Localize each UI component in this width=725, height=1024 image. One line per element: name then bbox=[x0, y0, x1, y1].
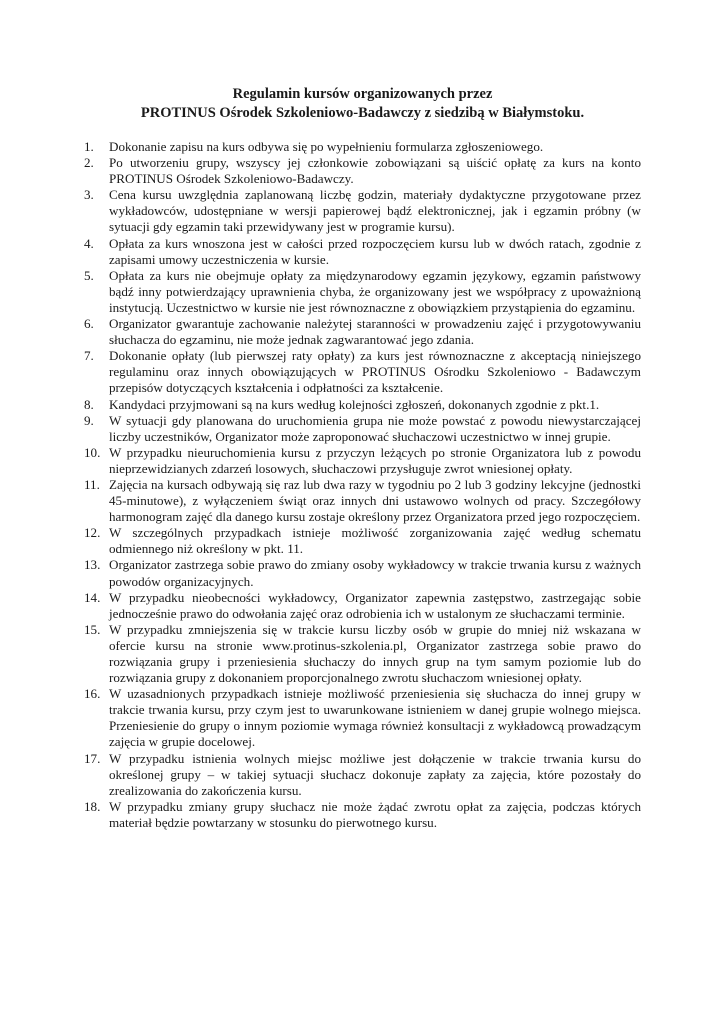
item-number: 16. bbox=[84, 686, 101, 702]
item-text: W szczególnych przypadkach istnieje możliwość zorganizowania zajęć według schematu odmiennego niż określony w pkt. 11. bbox=[109, 525, 641, 557]
list-item bbox=[84, 557, 641, 589]
item-text: W przypadku nieobecności wykładowcy, Organizator zapewnia zastępstwo, zastrzegając sobie jednocześnie prawo do odwołania zajęć oraz odrobienia ich w ustalonym ze słuchaczami terminie. bbox=[109, 589, 641, 621]
item-text: Po utworzeniu grupy, wszyscy jej członkowie zobowiązani są uiścić opłatę za kurs na konto PROTINUS Ośrodek Szkoleniowo-Badawczy. bbox=[109, 155, 641, 187]
item-text: Cena kursu uwzględnia zaplanowaną liczbę godzin, materiały dydaktyczne przygotowane przez wykładowców, udostępniane w wersji papierowej bądź elektronicznej, jak i egzamin próbny (w sytuacji gdy egzamin taki przewidywany jest w programie kursu). bbox=[109, 187, 641, 235]
list-item bbox=[84, 686, 641, 750]
item-text: W przypadku istnienia wolnych miejsc możliwe jest dołączenie w trakcie trwania kursu do określonej grupy – w takiej sytuacji słuchacz dokonuje zapłaty za zajęcia, które pozostały do zrealizowania do zakończenia kursu. bbox=[109, 750, 641, 798]
list-item bbox=[84, 348, 641, 396]
list-item bbox=[84, 187, 641, 235]
item-text: W przypadku nieuruchomienia kursu z przyczyn leżących po stronie Organizatora lub z powodu nieprzewidzianych zdarzeń losowych, słuchaczowi przysługuje zwrot wniesionej opłaty. bbox=[109, 444, 641, 476]
item-text: W przypadku zmniejszenia się w trakcie kursu liczby osób w grupie do mniej niż wskazana w ofercie kursu na stronie www.protinus-szkolenia.pl, Organizator zastrzega sobie prawo do rozwiązania grupy i przeniesienia słuchaczy do innych grup na tym samym poziomie lub do rozwiązania grupy z dokonaniem proporcjonalnego zwrotu słuchaczom wniesionej opłaty. bbox=[109, 621, 641, 686]
list-item bbox=[84, 590, 641, 622]
list-item bbox=[84, 413, 641, 445]
item-text: Organizator gwarantuje zachowanie należytej staranności w prowadzeniu zajęć i przygotowywaniu słuchacza do egzaminu, nie może jednak zagwarantować jego zdania. bbox=[109, 316, 641, 348]
title-line-2: PROTINUS Ośrodek Szkoleniowo-Badawczy z siedzibą w Białymstoku. bbox=[140, 105, 585, 121]
regulations-list bbox=[84, 139, 641, 831]
item-text: Kandydaci przyjmowani są na kurs według kolejności zgłoszeń, dokonanych zgodnie z pkt.1. bbox=[109, 396, 600, 412]
document-title bbox=[0, 85, 725, 123]
item-text: Organizator zastrzega sobie prawo do zmiany osoby wykładowcy w trakcie trwania kursu z ważnych powodów organizacyjnych. bbox=[109, 557, 641, 589]
list-item bbox=[84, 268, 641, 316]
item-number: 1. bbox=[84, 139, 94, 154]
item-number: 10. bbox=[84, 444, 101, 460]
item-text: W przypadku zmiany grupy słuchacz nie może żądać zwrotu opłat za zajęcia, podczas których materiał będzie powtarzany w stosunku do pierwotnego kursu. bbox=[109, 798, 641, 830]
list-item bbox=[84, 525, 641, 557]
list-item bbox=[84, 622, 641, 686]
title-line-1: Regulamin kursów organizowanych przez bbox=[232, 86, 493, 102]
item-number: 17. bbox=[84, 750, 101, 766]
item-text: W sytuacji gdy planowana do uruchomienia grupa nie może powstać z powodu niewystarczającej liczby uczestników, Organizator może zaproponować słuchaczowi uczestnictwo w innej grupie. bbox=[109, 412, 641, 444]
list-item bbox=[84, 316, 641, 348]
list-item bbox=[84, 445, 641, 477]
list-item bbox=[84, 139, 641, 155]
item-number: 15. bbox=[84, 621, 101, 637]
item-number: 11. bbox=[84, 476, 100, 492]
list-item bbox=[84, 155, 641, 187]
item-number: 14. bbox=[84, 589, 101, 605]
item-text: Dokonanie opłaty (lub pierwszej raty opłaty) za kurs jest równoznaczne z akceptacją niniejszego regulaminu oraz innych obowiązujących w PROTINUS Ośrodku Szkoleniowo - Badawczym przepisów dotyczących kształcenia i odpłatności za kształcenie. bbox=[109, 348, 641, 396]
item-number: 13. bbox=[84, 557, 101, 573]
list-item bbox=[84, 397, 641, 413]
item-number: 3. bbox=[84, 187, 94, 203]
item-number: 4. bbox=[84, 235, 94, 251]
list-item bbox=[84, 799, 641, 831]
list-item bbox=[84, 477, 641, 525]
item-number: 18. bbox=[84, 798, 101, 814]
item-number: 9. bbox=[84, 412, 94, 428]
list-item bbox=[84, 751, 641, 799]
item-number: 6. bbox=[84, 316, 94, 332]
item-number: 12. bbox=[84, 525, 101, 541]
item-text: Opłata za kurs nie obejmuje opłaty za międzynarodowy egzamin językowy, egzamin państwowy bądź inny potwierdzający uprawnienia chyba, że organizowany jest we współpracy z upoważnioną instytucją. Uczestnictwo w kursie nie jest równoznaczne z obowiązkiem przystąpienia do egzaminu. bbox=[109, 267, 641, 315]
item-text: Dokonanie zapisu na kurs odbywa się po wypełnieniu formularza zgłoszeniowego. bbox=[109, 139, 544, 154]
item-number: 8. bbox=[84, 396, 94, 412]
item-number: 7. bbox=[84, 348, 94, 364]
item-text: Zajęcia na kursach odbywają się raz lub dwa razy w tygodniu po 2 lub 3 godziny lekcyjne (jednostki 45-minutowe), z wyłączeniem świąt oraz innych dni ustawowo wolnych od pracy. Szczegółowy harmonogram zajęć dla danego kursu zostaje określony przez Organizatora przed jego rozpoczęciem. bbox=[109, 476, 641, 525]
item-text: W uzasadnionych przypadkach istnieje możliwość przeniesienia się słuchacza do innej grupy w trakcie trwania kursu, przy czym jest to uwarunkowane istnieniem w danej grupie wolnego miejsca. Przeniesienie do grupy o innym poziomie wymaga również konsultacji z wykładowcą prowadzącym zajęcia w grupie docelowej. bbox=[109, 686, 641, 750]
list-item bbox=[84, 236, 641, 268]
item-number: 5. bbox=[84, 267, 94, 283]
item-text: Opłata za kurs wnoszona jest w całości przed rozpoczęciem kursu lub w dwóch ratach, zgodnie z zapisami umowy uczestniczenia w kursie. bbox=[109, 235, 641, 267]
item-number: 2. bbox=[84, 155, 94, 171]
